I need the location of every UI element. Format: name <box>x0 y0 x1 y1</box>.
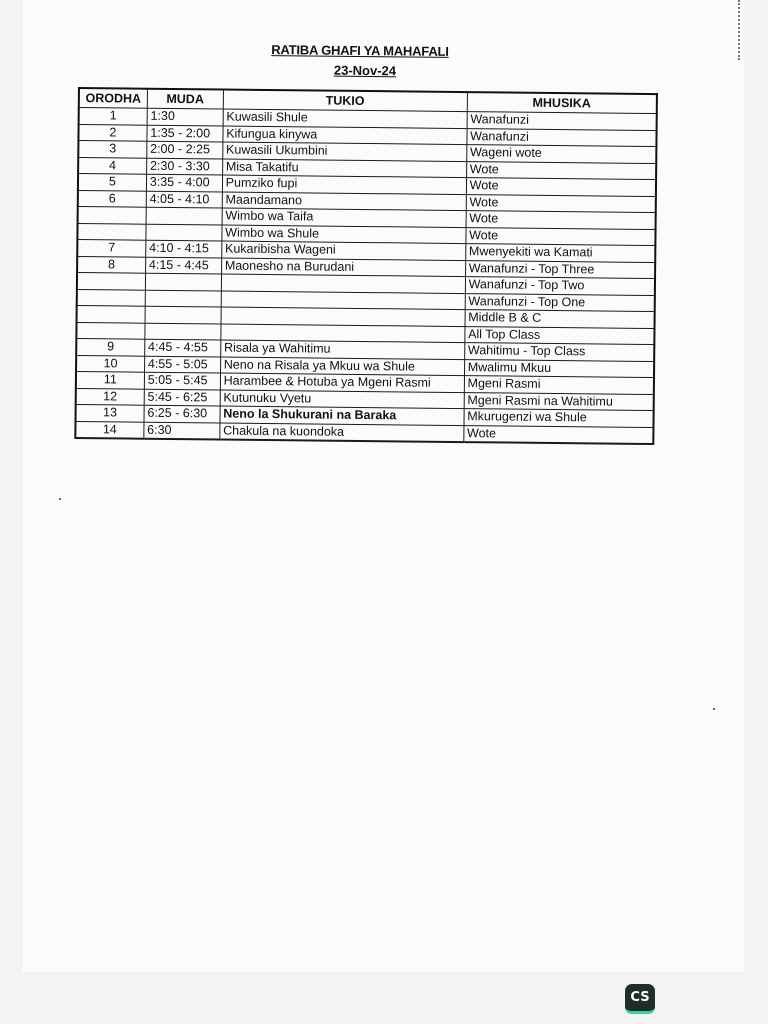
schedule-body <box>75 108 656 445</box>
cell-mhusika: Wanafunzi - Top One <box>465 293 655 311</box>
cell-orodha: 7 <box>77 240 145 257</box>
cell-tukio: Neno na Risala ya Mkuu wa Shule <box>220 357 464 376</box>
cell-tukio: Misa Takatifu <box>222 159 466 178</box>
document-date: 23-Nov-24 <box>333 62 397 79</box>
cell-muda <box>145 323 221 340</box>
cell-orodha: 11 <box>76 371 144 388</box>
header-mhusika: MHUSIKA <box>467 92 657 113</box>
cell-orodha <box>77 273 145 290</box>
cell-muda <box>145 273 221 290</box>
cell-muda: 1:30 <box>147 108 223 125</box>
cell-orodha <box>77 305 145 322</box>
cell-mhusika: Mwenyekiti wa Kamati <box>465 244 655 262</box>
cell-muda: 4:15 - 4:45 <box>145 257 221 274</box>
camscanner-logo: CS <box>625 984 655 1014</box>
cell-muda: 1:35 - 2:00 <box>147 125 223 142</box>
page-edge-marks <box>738 0 746 60</box>
cell-orodha: 4 <box>78 157 146 174</box>
scan-speck <box>713 708 715 710</box>
cell-tukio: Maonesho na Burudani <box>221 258 465 277</box>
cell-mhusika: Wageni wote <box>466 145 656 163</box>
cell-orodha: 3 <box>78 141 146 158</box>
cell-muda <box>145 306 221 323</box>
cell-tukio: Pumziko fupi <box>222 175 466 194</box>
cell-muda <box>145 290 221 307</box>
cell-tukio: Kutunuku Vyetu <box>220 390 464 409</box>
cell-tukio: Kuwasili Shule <box>223 109 467 128</box>
cell-mhusika: Wote <box>466 227 656 245</box>
header-orodha: ORODHA <box>79 88 148 108</box>
cell-mhusika: Wote <box>466 194 656 212</box>
scan-speck <box>59 498 61 500</box>
cell-muda: 3:35 - 4:00 <box>146 174 222 191</box>
cell-mhusika: Middle B & C <box>465 310 655 328</box>
cell-orodha: 12 <box>76 388 144 405</box>
cell-mhusika: Wanafunzi <box>467 128 657 146</box>
cell-orodha: 2 <box>78 124 146 141</box>
cell-orodha <box>78 207 146 224</box>
cell-mhusika: Mkurugenzi wa Shule <box>464 409 654 427</box>
cell-tukio: Kifungua kinywa <box>223 126 467 145</box>
schedule-table <box>74 87 658 445</box>
cell-tukio: Wimbo wa Taifa <box>222 208 466 227</box>
cell-muda: 4:45 - 4:55 <box>145 339 221 356</box>
cell-orodha: 14 <box>75 421 143 439</box>
cell-muda: 4:55 - 5:05 <box>144 356 220 373</box>
cell-tukio: Chakula na kuondoka <box>220 423 464 443</box>
cell-tukio: Wimbo wa Shule <box>222 225 466 244</box>
cell-muda <box>146 224 222 241</box>
cell-orodha: 6 <box>78 190 146 207</box>
cell-tukio: Maandamano <box>222 192 466 211</box>
cell-tukio: Harambee & Hotuba ya Mgeni Rasmi <box>220 373 464 392</box>
cell-mhusika: All Top Class <box>465 326 655 344</box>
cell-orodha: 9 <box>76 338 144 355</box>
cell-mhusika: Wahitimu - Top Class <box>464 343 654 361</box>
cell-tukio: Kukaribisha Wageni <box>221 241 465 260</box>
cell-tukio: Risala ya Wahitimu <box>220 340 464 359</box>
cell-muda: 6:25 - 6:30 <box>144 405 220 422</box>
cell-mhusika: Wanafunzi - Top Three <box>465 260 655 278</box>
cell-orodha <box>77 289 145 306</box>
cell-muda: 6:30 <box>144 422 220 440</box>
cell-mhusika: Wote <box>466 211 656 229</box>
cell-mhusika: Wote <box>463 425 653 444</box>
cell-mhusika: Wanafunzi <box>467 112 657 130</box>
cell-muda: 2:30 - 3:30 <box>146 158 222 175</box>
cell-muda: 4:10 - 4:15 <box>146 240 222 257</box>
cell-mhusika: Mwalimu Mkuu <box>464 359 654 377</box>
cell-mhusika: Wote <box>466 161 656 179</box>
cell-tukio: Neno la Shukurani na Baraka <box>220 406 464 425</box>
cell-orodha: 5 <box>78 174 146 191</box>
cell-mhusika: Wote <box>466 178 656 196</box>
cell-orodha: 1 <box>79 108 147 125</box>
cell-mhusika: Wanafunzi - Top Two <box>465 277 655 295</box>
document-title: RATIBA GHAFI YA MAHAFALI <box>271 42 449 59</box>
cell-orodha: 8 <box>77 256 145 273</box>
cell-orodha <box>76 322 144 339</box>
cell-muda <box>146 207 222 224</box>
cell-tukio: Kuwasili Ukumbini <box>222 142 466 161</box>
cell-orodha: 10 <box>76 355 144 372</box>
cell-muda: 2:00 - 2:25 <box>147 141 223 158</box>
header-muda: MUDA <box>147 89 223 109</box>
cell-mhusika: Mgeni Rasmi na Wahitimu <box>464 392 654 410</box>
cell-orodha: 13 <box>76 404 144 421</box>
header-tukio: TUKIO <box>223 90 467 112</box>
cell-muda: 5:45 - 6:25 <box>144 389 220 406</box>
cell-mhusika: Mgeni Rasmi <box>464 376 654 394</box>
cell-orodha <box>77 223 145 240</box>
cell-muda: 5:05 - 5:45 <box>144 372 220 389</box>
cell-muda: 4:05 - 4:10 <box>146 191 222 208</box>
